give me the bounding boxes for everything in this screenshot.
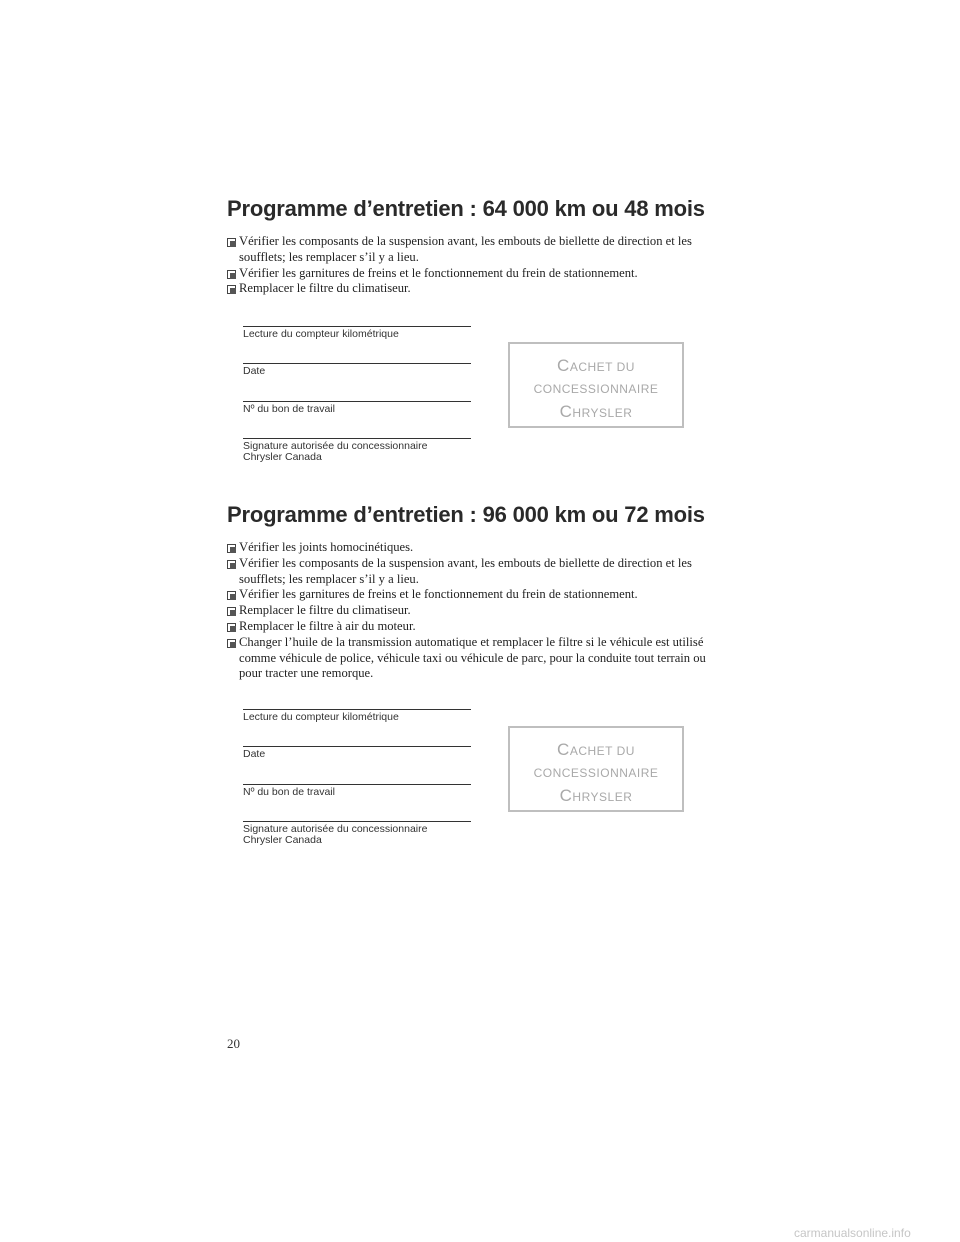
section-heading: Programme d’entretien : 64 000 km ou 48 mois xyxy=(227,196,705,221)
signature-field[interactable]: Signature autorisée du concessionnaire Chrysler Canada xyxy=(243,821,471,846)
checklist-item: Vérifier les garnitures de freins et le fonctionnement du frein de stationnement. xyxy=(227,587,727,603)
checkbox-icon[interactable] xyxy=(227,591,236,600)
checklist-item: Changer l’huile de la transmission automatique et remplacer le filtre si le véhicule est utilisé comme véhicule de police, véhicule taxi ou véhicule de parc, pour la conduite tout terrain ou pour tracter une remorque. xyxy=(227,635,727,682)
date-field[interactable]: Date xyxy=(243,363,471,377)
dealer-stamp-box: CACHET DU CONCESSIONNAIRE CHRYSLER xyxy=(508,342,684,428)
work-order-field[interactable]: Nº du bon de travail xyxy=(243,401,471,415)
page-number: 20 xyxy=(227,1036,240,1051)
checklist-item: Vérifier les garnitures de freins et le fonctionnement du frein de stationnement. xyxy=(227,266,727,282)
section-heading: Programme d’entretien : 96 000 km ou 72 mois xyxy=(227,502,705,527)
checkbox-icon[interactable] xyxy=(227,639,236,648)
checkbox-icon[interactable] xyxy=(227,560,236,569)
checklist xyxy=(227,540,727,682)
checklist-item: Remplacer le filtre du climatiseur. xyxy=(227,603,727,619)
checklist-item: Vérifier les composants de la suspension avant, les embouts de biellette de direction et les soufflets; les remplacer s’il y a lieu. xyxy=(227,556,727,588)
maintenance-section-64000 xyxy=(227,196,727,297)
checklist-item: Remplacer le filtre du climatiseur. xyxy=(227,281,727,297)
watermark: carmanualsonline.info xyxy=(794,1226,911,1240)
checkbox-icon[interactable] xyxy=(227,238,236,247)
date-field[interactable]: Date xyxy=(243,746,471,760)
signature-field[interactable]: Signature autorisée du concessionnaire Chrysler Canada xyxy=(243,438,471,463)
checklist-item: Vérifier les joints homocinétiques. xyxy=(227,540,727,556)
checkbox-icon[interactable] xyxy=(227,544,236,553)
checklist-item: Remplacer le filtre à air du moteur. xyxy=(227,619,727,635)
work-order-field[interactable]: Nº du bon de travail xyxy=(243,784,471,798)
dealer-stamp-box: CACHET DU CONCESSIONNAIRE CHRYSLER xyxy=(508,726,684,812)
odometer-field[interactable]: Lecture du compteur kilométrique xyxy=(243,326,471,340)
maintenance-section-96000 xyxy=(227,502,727,682)
checkbox-icon[interactable] xyxy=(227,607,236,616)
checkbox-icon[interactable] xyxy=(227,270,236,279)
checkbox-icon[interactable] xyxy=(227,623,236,632)
checkbox-icon[interactable] xyxy=(227,285,236,294)
odometer-field[interactable]: Lecture du compteur kilométrique xyxy=(243,709,471,723)
checklist xyxy=(227,234,727,297)
checklist-item: Vérifier les composants de la suspension avant, les embouts de biellette de direction et les soufflets; les remplacer s’il y a lieu. xyxy=(227,234,727,266)
